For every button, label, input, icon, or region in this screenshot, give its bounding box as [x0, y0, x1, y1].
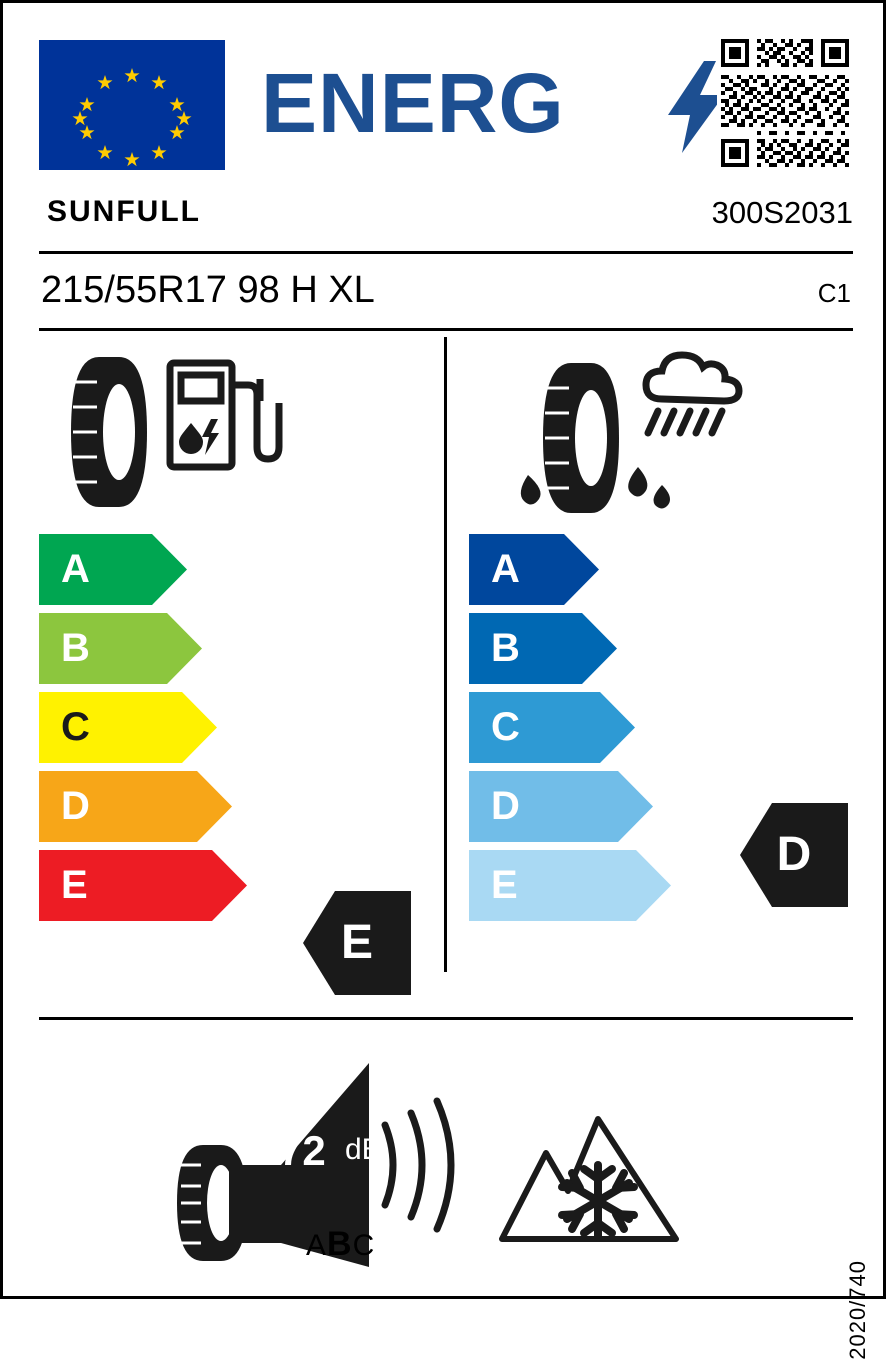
- noise-class-c: C: [352, 1229, 376, 1262]
- fuel-selected-class-letter: E: [340, 916, 373, 969]
- qr-code-icon: [717, 35, 853, 171]
- wet-grade-c-letter: C: [491, 705, 520, 749]
- noise-unit: dB: [345, 1133, 382, 1166]
- fuel-grade-e: [39, 850, 247, 921]
- fuel-efficiency-section: [39, 337, 439, 537]
- fuel-grade-a-letter: A: [61, 547, 90, 591]
- fuel-selected-class: [303, 891, 411, 995]
- wet-grade-a-letter: A: [491, 547, 520, 591]
- brand-name: SUNFULL: [47, 195, 201, 228]
- fuel-grade-d-letter: D: [61, 784, 90, 828]
- eu-flag-stars: [39, 40, 225, 170]
- tyre-rain-cloud-icon: [466, 337, 856, 537]
- brand-row: [39, 195, 853, 253]
- label-header: [39, 35, 853, 175]
- three-peak-mountain-snowflake-icon: [494, 1061, 684, 1251]
- fuel-grade-d: [39, 771, 247, 842]
- wet-grade-c: [469, 692, 671, 763]
- noise-class-a: A: [306, 1229, 328, 1262]
- noise-class-b: B: [327, 1225, 353, 1263]
- wet-grade-d: [469, 771, 671, 842]
- wet-grade-e: [469, 850, 671, 921]
- energy-wordmark: ENERG: [261, 56, 565, 150]
- tyre-fuel-pump-icon: [39, 337, 439, 537]
- wet-grip-grade-scale: [469, 534, 671, 929]
- label-year: 2020/740: [845, 1260, 870, 1360]
- divider-top: [39, 251, 853, 254]
- fuel-grade-c: [39, 692, 247, 763]
- fuel-grade-e-letter: E: [61, 863, 88, 907]
- fuel-grade-scale: [39, 534, 247, 929]
- size-row: [39, 269, 853, 321]
- divider-size: [39, 328, 853, 331]
- wet-grade-e-letter: E: [491, 863, 518, 907]
- product-code: 300S2031: [711, 195, 853, 230]
- wet-grade-b-letter: B: [491, 626, 520, 670]
- fuel-grade-c-letter: C: [61, 705, 90, 749]
- tyre-size: 215/55R17 98 H XL: [41, 269, 375, 311]
- wet-grade-d-letter: D: [491, 784, 520, 828]
- tyre-loudspeaker-icon: [169, 1047, 509, 1267]
- fuel-grade-a: [39, 534, 247, 605]
- divider-vertical: [444, 337, 447, 972]
- tyre-class: C1: [817, 278, 851, 308]
- noise-value: 72: [279, 1127, 326, 1174]
- wet-grip-selected-class-letter: D: [776, 828, 812, 881]
- fuel-grade-b-letter: B: [61, 626, 90, 670]
- wet-grade-a: [469, 534, 671, 605]
- wet-grip-selected-class: [740, 803, 848, 907]
- divider-bottom: [39, 1017, 853, 1020]
- fuel-grade-b: [39, 613, 247, 684]
- wet-grip-section: [466, 337, 856, 537]
- wet-grade-b: [469, 613, 671, 684]
- noise-class-scale: [306, 1225, 375, 1264]
- label-bottom: [39, 1033, 853, 1265]
- eu-flag-icon: [39, 40, 225, 170]
